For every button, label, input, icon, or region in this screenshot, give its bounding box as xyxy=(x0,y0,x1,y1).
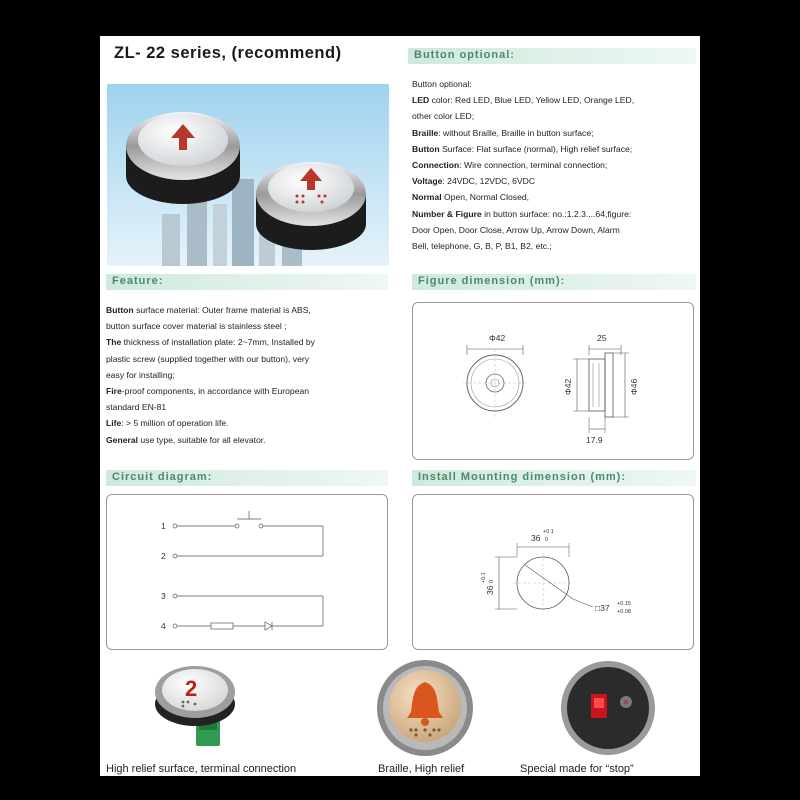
list-item: The thickness of installation plate: 2~7mm, Installed by xyxy=(106,337,315,348)
dim-front-diameter: Φ42 xyxy=(489,333,506,343)
list-item: Button surface material: Outer frame material is ABS, xyxy=(106,305,311,315)
caption-special-stop: Special made for “stop” xyxy=(520,763,634,775)
list-item: Button Surface: Flat surface (normal), High relief surface; xyxy=(412,143,633,154)
list-item: plastic screw (supplied together with our button), very xyxy=(106,353,310,364)
banner-button-optional-label: Button optional: xyxy=(414,49,515,61)
button-optional-list xyxy=(412,76,702,254)
page-title: ZL- 22 series, (recommend) xyxy=(114,44,342,62)
list-item: Door Open, Door Close, Arrow Up, Arrow Down, Alarm xyxy=(412,224,620,235)
banner-feature xyxy=(106,274,388,290)
product-number-digit: 2 xyxy=(185,676,198,701)
dim-height-36: 36 xyxy=(485,585,495,595)
caption-high-relief-terminal: High relief surface, terminal connection xyxy=(106,763,297,775)
list-item: LED color: Red LED, Blue LED, Yellow LED, Orange LED, xyxy=(412,95,635,106)
pin-3: 3 xyxy=(161,591,166,601)
banner-button-optional xyxy=(408,48,696,64)
list-item: Button optional: xyxy=(412,79,472,89)
dim-square-37-tol-bot: +0.08 xyxy=(617,609,631,615)
feature-list xyxy=(106,302,396,448)
banner-figure-dimension xyxy=(412,274,696,290)
caption-braille-high-relief: Braille, High relief xyxy=(378,763,465,775)
list-item: General use type, suitable for all elevator. xyxy=(106,434,266,445)
banner-circuit-diagram-label: Circuit diagram: xyxy=(112,471,213,483)
list-item: Number & Figure in button surface: no.:1.2.3....64,figure: xyxy=(412,208,632,219)
pin-1: 1 xyxy=(161,521,166,531)
list-item: Fire-proof components, in accordance with European xyxy=(106,386,310,397)
banner-install-mounting xyxy=(412,470,696,486)
dim-depth: 17.9 xyxy=(586,435,603,445)
product-photo-arrows xyxy=(107,84,389,266)
figure-dimension-box xyxy=(412,302,694,460)
dim-width-36-tol-bot: 0 xyxy=(545,537,549,543)
list-item: button surface cover material is stainless steel ; xyxy=(106,321,287,332)
product-sheet xyxy=(100,36,700,776)
dim-square-37: □37 xyxy=(595,603,610,613)
dim-height-36-tol-top: +0.1 xyxy=(481,572,487,583)
dim-side-46: Φ46 xyxy=(629,378,639,395)
list-item: other color LED; xyxy=(412,111,475,122)
dim-square-37-tol-top: +0.15 xyxy=(617,601,631,607)
circuit-diagram-box xyxy=(106,494,388,650)
install-mounting-box xyxy=(412,494,694,650)
banner-install-mounting-label: Install Mounting dimension (mm): xyxy=(418,471,626,483)
banner-feature-label: Feature: xyxy=(112,275,164,287)
list-item: Life: > 5 million of operation life. xyxy=(106,418,229,429)
list-item: Connection: Wire connection, terminal connection; xyxy=(412,160,608,171)
list-item: Braille: without Braille, Braille in button surface; xyxy=(412,127,594,138)
dim-width-36: 36 xyxy=(531,533,541,543)
list-item: standard EN-81 xyxy=(106,402,167,413)
dim-height-36-tol-bot: 0 xyxy=(489,579,495,583)
pin-4: 4 xyxy=(161,621,166,631)
svg-text:✕: ✕ xyxy=(622,698,630,707)
list-item: Bell, telephone, G, B, P, B1, B2, etc.; xyxy=(412,241,552,252)
list-item: easy for installing; xyxy=(106,369,175,380)
list-item: Normal Open, Normal Closed, xyxy=(412,192,530,203)
product-image-bell xyxy=(375,656,475,766)
product-image-stop xyxy=(558,658,658,764)
pin-2: 2 xyxy=(161,551,166,561)
dim-side-42: Φ42 xyxy=(563,378,573,395)
banner-circuit-diagram xyxy=(106,470,388,486)
product-image-number xyxy=(150,652,240,762)
dim-width-36-tol-top: +0.1 xyxy=(543,529,554,535)
dim-length: 25 xyxy=(597,333,607,343)
list-item: Voltage: 24VDC, 12VDC, 6VDC xyxy=(412,176,536,187)
banner-figure-dimension-label: Figure dimension (mm): xyxy=(418,275,566,287)
